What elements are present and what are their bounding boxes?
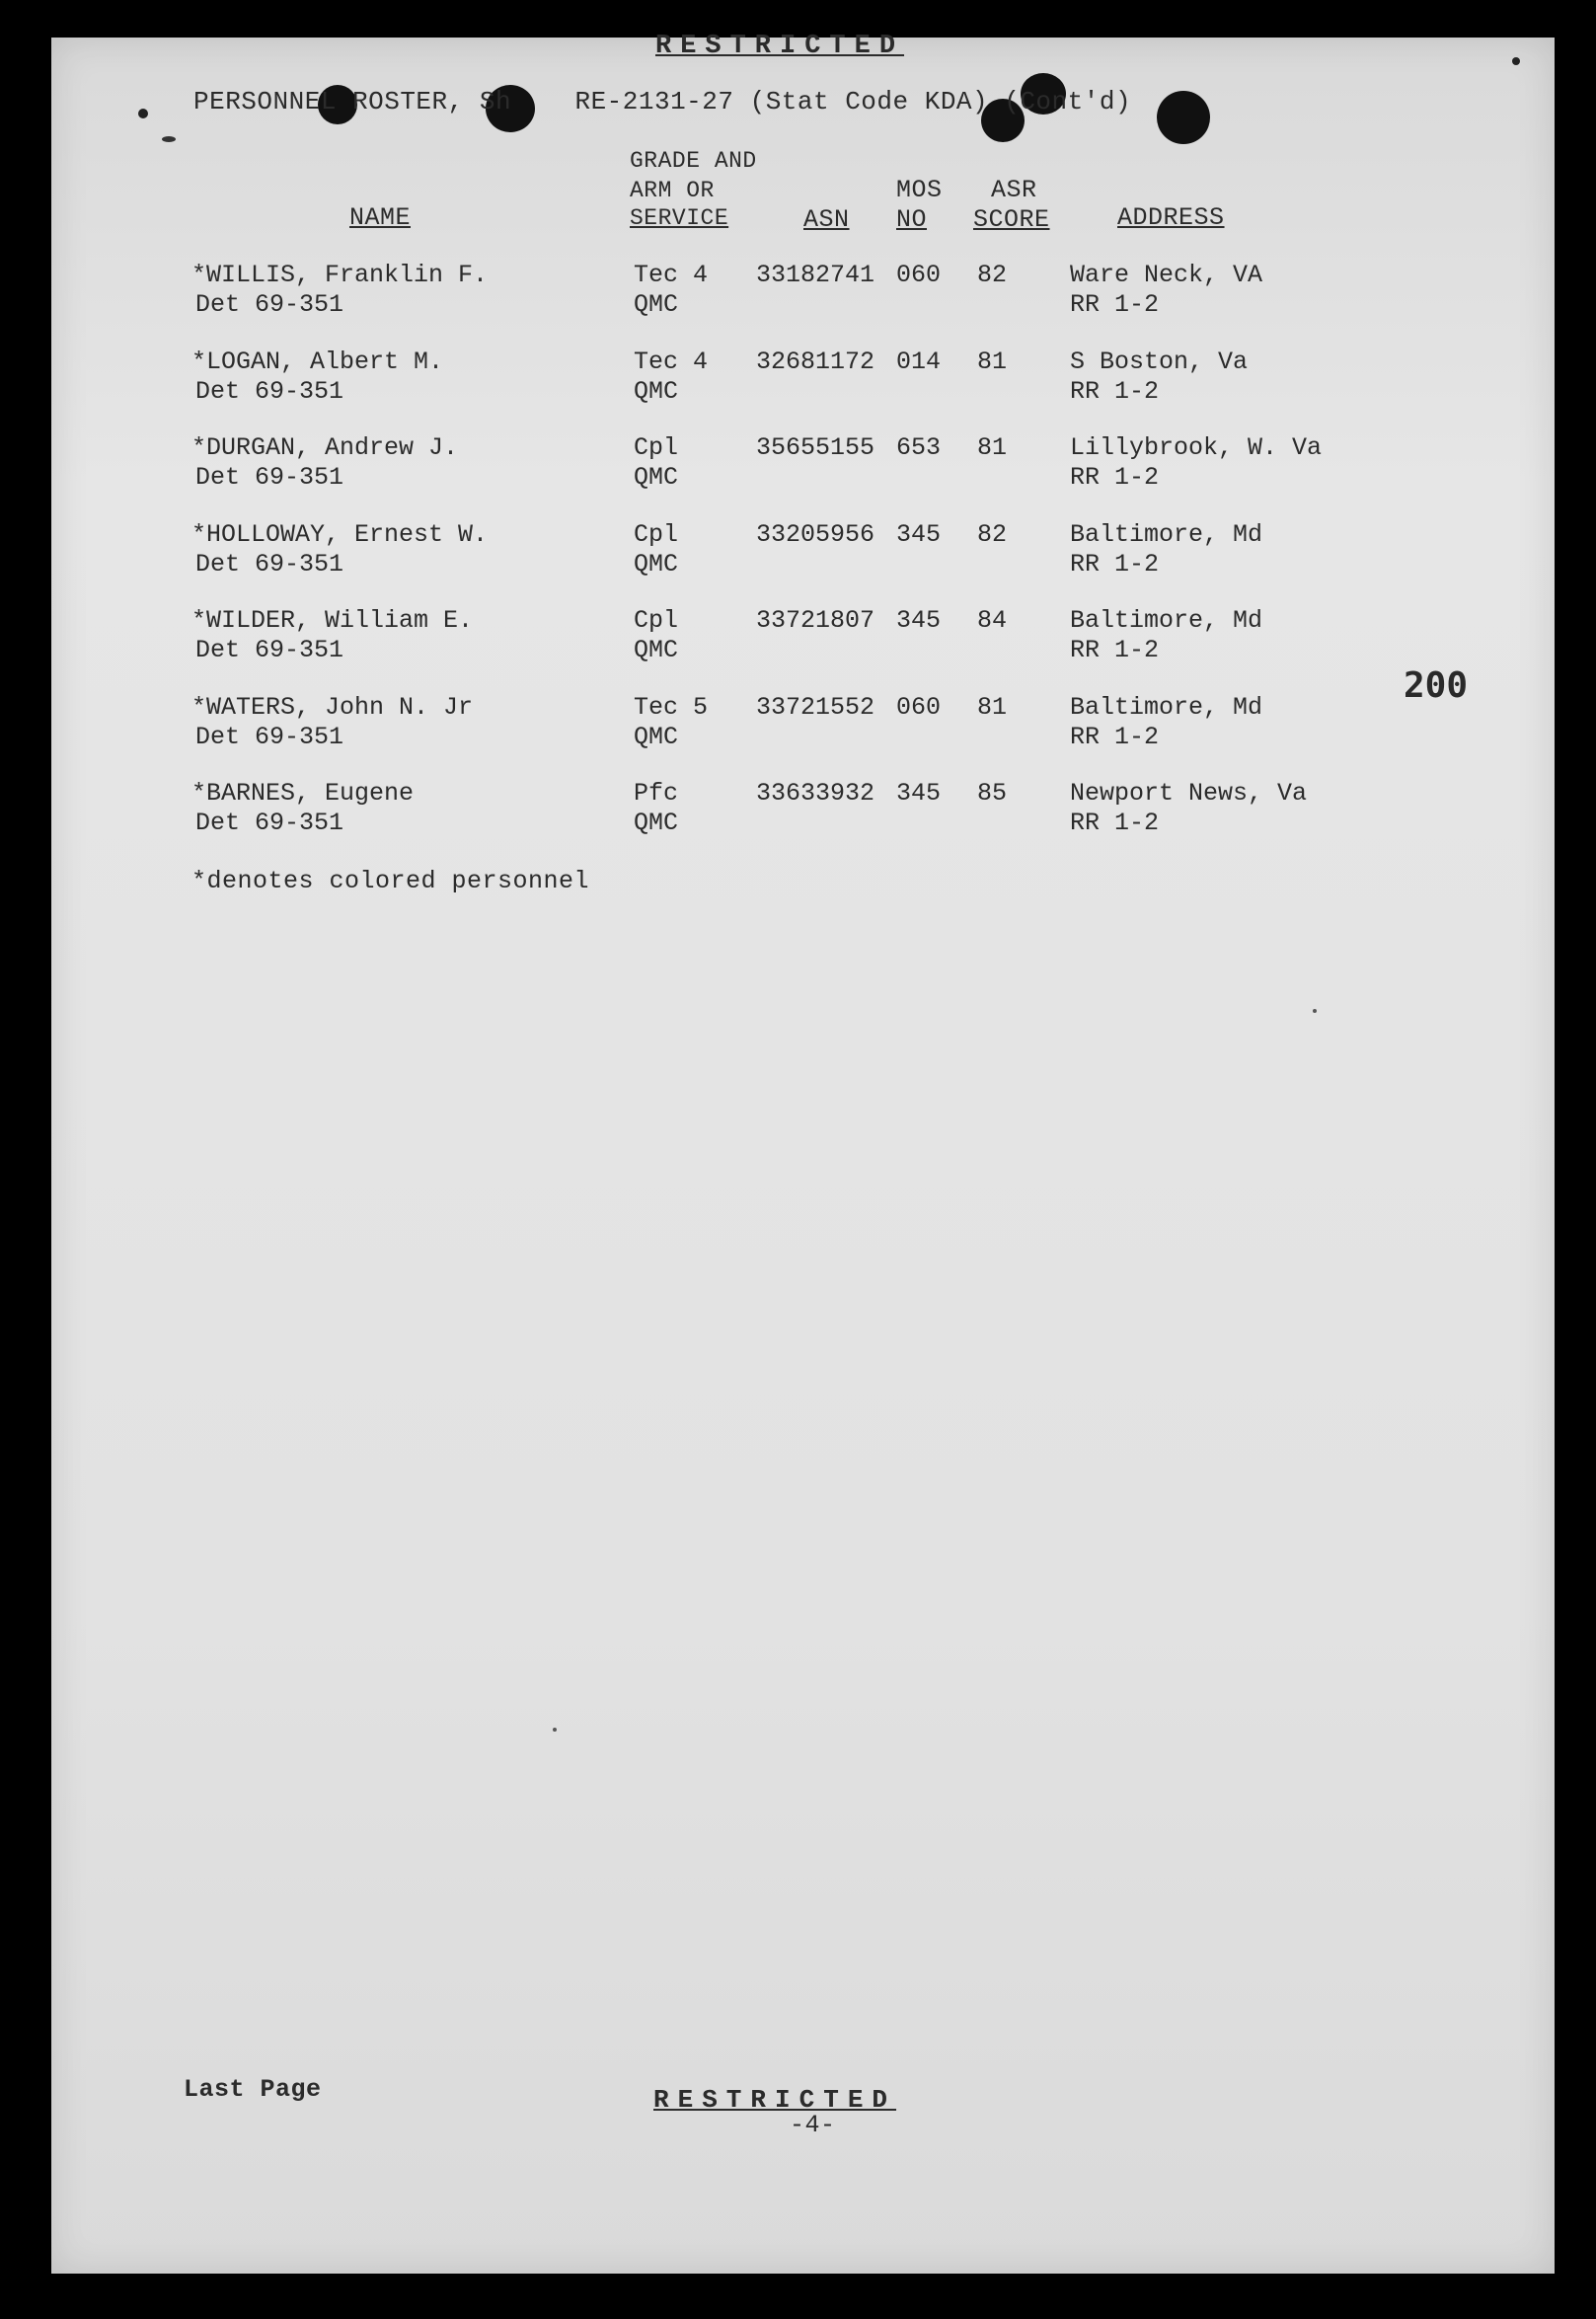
cell-unit: Det 69-351	[195, 722, 344, 751]
cell-name: *LOGAN, Albert M.	[191, 347, 444, 376]
column-header-grade-line1: GRADE AND	[630, 148, 757, 174]
last-page-label: Last Page	[184, 2075, 322, 2104]
cell-address-line2: RR 1-2	[1070, 290, 1160, 319]
cell-service: QMC	[634, 722, 679, 751]
cell-address-line1: Ware Neck, VA	[1070, 261, 1263, 289]
cell-asn: 32681172	[756, 347, 875, 376]
cell-service: QMC	[634, 463, 679, 492]
cell-name: *DURGAN, Andrew J.	[191, 433, 459, 462]
cell-name: *WILDER, William E.	[191, 606, 474, 635]
cell-address-line2: RR 1-2	[1070, 463, 1160, 492]
document-page	[51, 32, 1555, 2274]
cell-grade: Tec 4	[634, 347, 709, 376]
cell-unit: Det 69-351	[195, 809, 344, 837]
cell-service: QMC	[634, 376, 679, 406]
cell-grade: Cpl	[634, 519, 679, 549]
cell-address-line2: RR 1-2	[1070, 549, 1160, 579]
cell-asr: 82	[977, 261, 1008, 289]
table-row	[51, 433, 1555, 493]
cell-service: QMC	[634, 809, 679, 837]
cell-asr: 81	[977, 433, 1008, 462]
punch-hole	[1157, 91, 1210, 144]
cell-service: QMC	[634, 549, 679, 579]
column-header-grade-line3: SERVICE	[630, 205, 729, 231]
cell-address-line1: Baltimore, Md	[1070, 606, 1263, 635]
cell-address-line1: Lillybrook, W. Va	[1070, 433, 1323, 462]
restricted-header: RESTRICTED	[655, 32, 905, 61]
cell-asn: 33182741	[756, 261, 875, 289]
margin-number: 200	[1404, 665, 1469, 706]
cell-unit: Det 69-351	[195, 463, 344, 492]
paper-speck	[138, 109, 148, 118]
cell-asr: 81	[977, 692, 1008, 722]
cell-mos: 060	[896, 261, 942, 289]
cell-grade: Tec 4	[634, 261, 709, 289]
cell-service: QMC	[634, 290, 679, 319]
cell-mos: 345	[896, 519, 942, 549]
table-row	[51, 348, 1555, 407]
cell-unit: Det 69-351	[195, 376, 344, 406]
footnote: *denotes colored personnel	[191, 867, 590, 895]
paper-speck	[1512, 57, 1520, 65]
roster-title: PERSONNEL ROSTER, Sh RE-2131-27 (Stat Code KDA) (Cont'd)	[193, 87, 1132, 116]
column-header-grade-line2: ARM OR	[630, 178, 715, 203]
cell-name: *BARNES, Eugene	[191, 779, 415, 808]
page-number: -4-	[790, 2111, 836, 2139]
cell-asn: 33205956	[756, 519, 875, 549]
cell-mos: 060	[896, 692, 942, 722]
column-header-address: ADDRESS	[1117, 203, 1225, 232]
table-row	[51, 606, 1555, 665]
column-header-asr-line2: SCORE	[973, 205, 1050, 234]
cell-asr: 81	[977, 347, 1008, 376]
cell-grade: Pfc	[634, 779, 679, 808]
cell-address-line2: RR 1-2	[1070, 722, 1160, 751]
cell-asr: 82	[977, 519, 1008, 549]
cell-grade: Cpl	[634, 433, 679, 462]
column-header-mos-line1: MOS	[896, 176, 943, 204]
cell-mos: 345	[896, 606, 942, 635]
restricted-footer: RESTRICTED	[653, 2085, 897, 2115]
cell-grade: Cpl	[634, 606, 679, 635]
cell-mos: 653	[896, 433, 942, 462]
paper-speck	[162, 136, 176, 142]
table-row	[51, 693, 1555, 752]
cell-address-line2: RR 1-2	[1070, 376, 1160, 406]
cell-name: *WATERS, John N. Jr	[191, 692, 474, 722]
cell-asn: 35655155	[756, 433, 875, 462]
column-header-name: NAME	[349, 203, 412, 232]
cell-mos: 014	[896, 347, 942, 376]
table-row	[51, 261, 1555, 320]
column-header-mos-line2: NO	[896, 205, 928, 234]
cell-address-line1: Baltimore, Md	[1070, 519, 1263, 549]
cell-asn: 33721807	[756, 606, 875, 635]
cell-asr: 85	[977, 779, 1008, 808]
cell-address-line2: RR 1-2	[1070, 809, 1160, 837]
cell-address-line1: Newport News, Va	[1070, 779, 1308, 808]
cell-address-line1: Baltimore, Md	[1070, 692, 1263, 722]
paper-speck	[553, 1728, 557, 1732]
cell-service: QMC	[634, 636, 679, 664]
cell-asr: 84	[977, 606, 1008, 635]
cell-unit: Det 69-351	[195, 290, 344, 319]
paper-speck	[1313, 1009, 1317, 1013]
cell-name: *HOLLOWAY, Ernest W.	[191, 519, 489, 549]
cell-mos: 345	[896, 779, 942, 808]
cell-unit: Det 69-351	[195, 549, 344, 579]
cell-grade: Tec 5	[634, 692, 709, 722]
cell-address-line1: S Boston, Va	[1070, 347, 1249, 376]
cell-name: *WILLIS, Franklin F.	[191, 261, 489, 289]
cell-address-line2: RR 1-2	[1070, 636, 1160, 664]
cell-asn: 33633932	[756, 779, 875, 808]
column-header-asn: ASN	[803, 205, 850, 234]
cell-unit: Det 69-351	[195, 636, 344, 664]
table-row	[51, 520, 1555, 580]
cell-asn: 33721552	[756, 692, 875, 722]
column-header-asr-line1: ASR	[991, 176, 1037, 204]
table-row	[51, 779, 1555, 838]
